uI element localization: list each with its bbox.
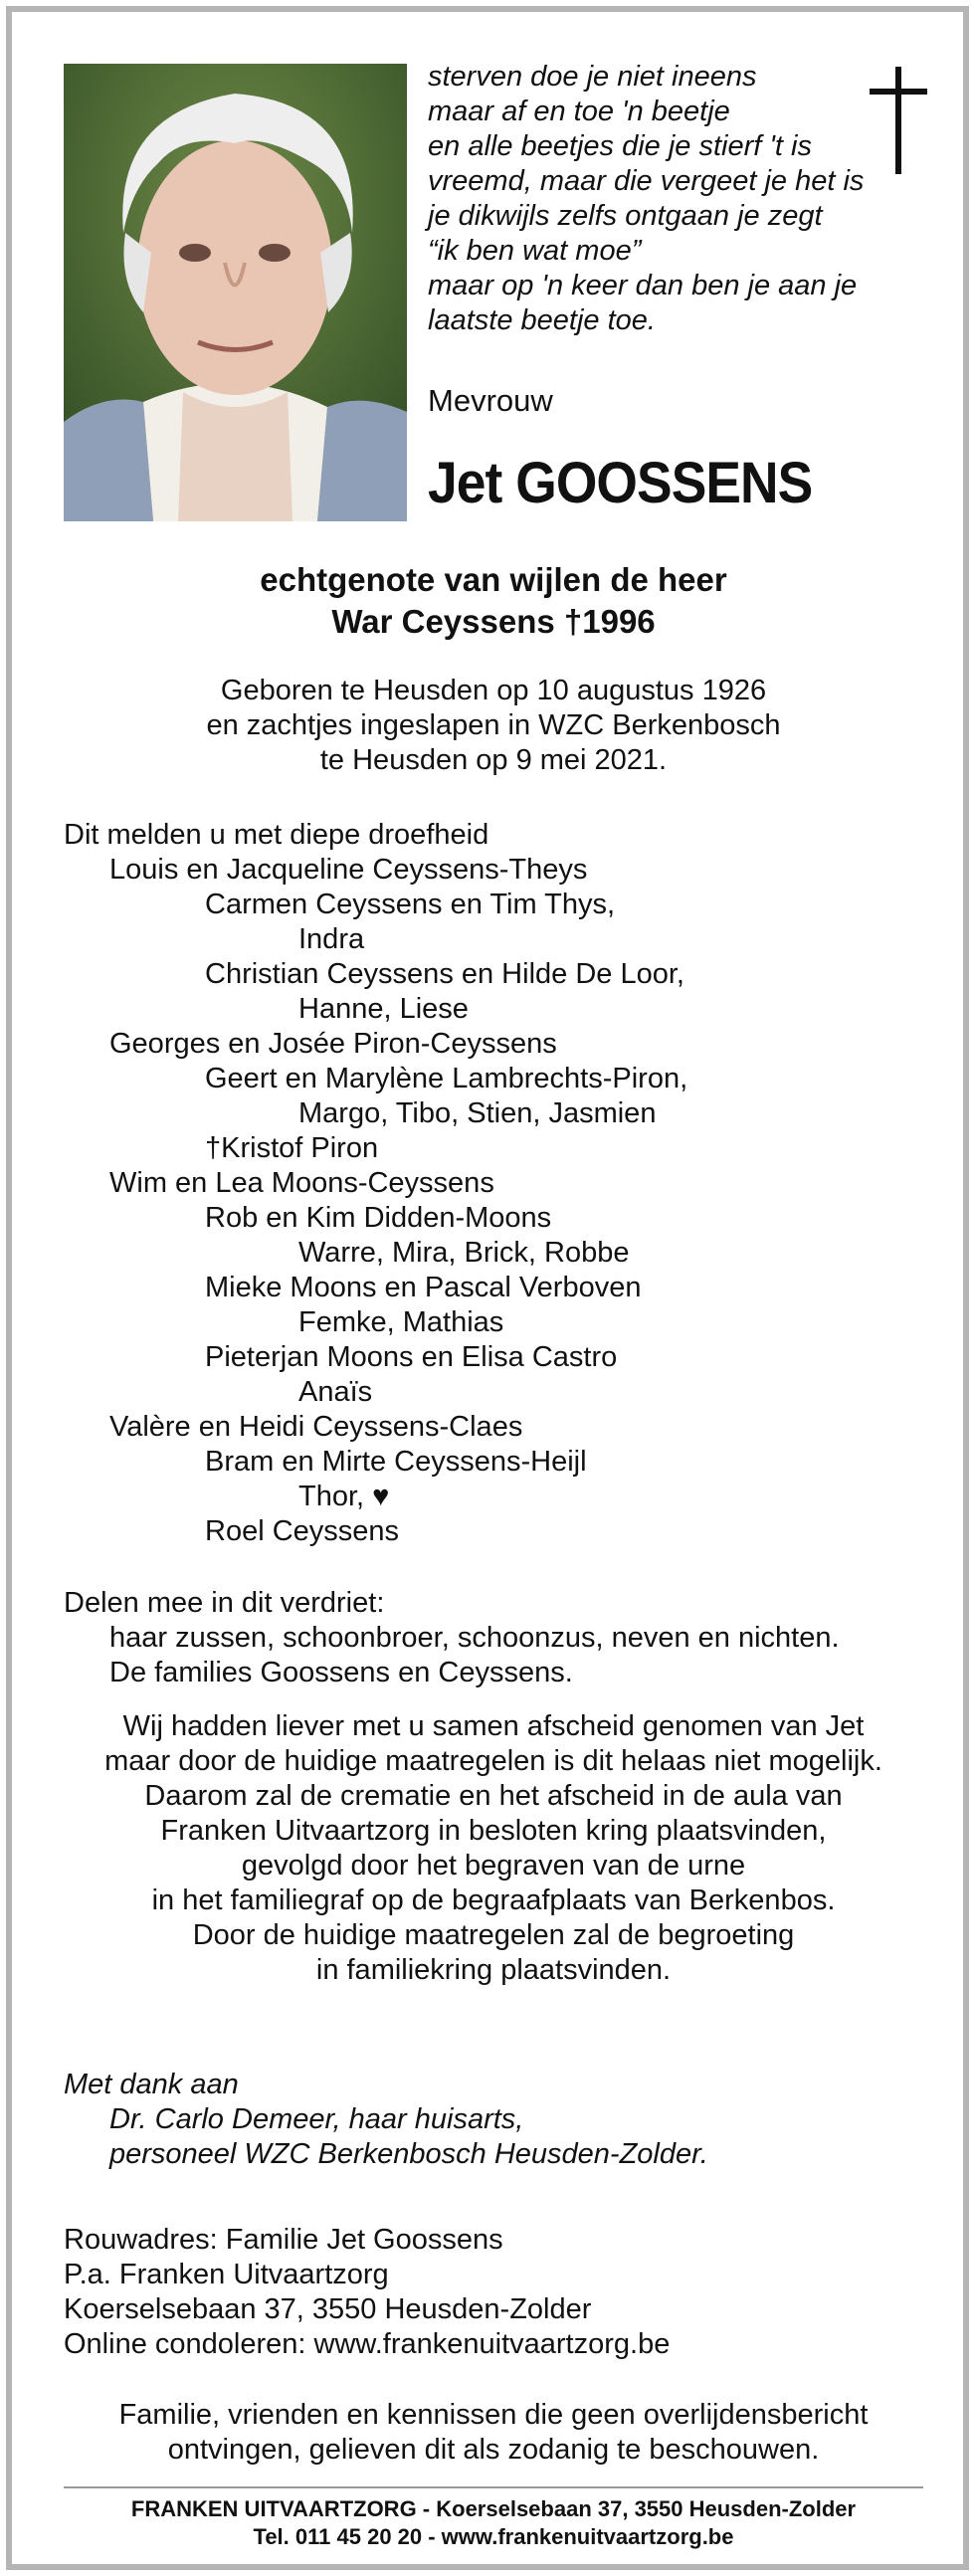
poem-line: vreemd, maar die vergeet je het is	[428, 165, 865, 197]
family-member: Georges en Josée Piron-Ceyssens	[109, 1028, 557, 1060]
poem-line: en alle beetjes die je stierf 't is	[428, 130, 812, 162]
family-member: Pieterjan Moons en Elisa Castro	[205, 1341, 618, 1373]
notice-line: maar door de huidige maatregelen is dit helaas niet mogelijk.	[104, 1745, 882, 1777]
share-grief	[64, 1586, 939, 1690]
family-intro: Dit melden u met diepe droefheid	[64, 819, 489, 851]
poem-line: laatste beetje toe.	[428, 304, 656, 336]
notice-line: in familiekring plaatsvinden.	[315, 1954, 672, 1986]
family-member: Hanne, Liese	[298, 993, 469, 1025]
deceased-name: Jet GOOSSENS	[428, 451, 813, 515]
obituary-card	[6, 6, 969, 2570]
family-member: Wim en Lea Moons-Ceyssens	[109, 1167, 494, 1199]
notice-line: gevolgd door het begraven van de urne	[241, 1850, 746, 1882]
notice-line: Wij hadden liever met u samen afscheid genomen van Jet	[122, 1710, 865, 1742]
poem	[428, 60, 876, 338]
portrait-photo	[64, 64, 407, 521]
notice-line: in het familiegraf op de begraafplaats van Berkenbos.	[151, 1884, 836, 1916]
notice-line: Daarom zal de crematie en het afscheid in de aula van	[144, 1780, 843, 1812]
spouse-line: War Ceyssens †1996	[331, 603, 656, 640]
family-member: Christian Ceyssens en Hilde De Loor,	[205, 958, 684, 990]
family-list	[64, 818, 939, 1549]
notice-line: Door de huidige maatregelen zal de begroeting	[192, 1919, 795, 1951]
share-line: De families Goossens en Ceyssens.	[109, 1657, 573, 1688]
born-line: en zachtjes ingeslapen in WZC Berkenbosch	[206, 709, 781, 741]
family-member: Margo, Tibo, Stien, Jasmien	[298, 1097, 657, 1129]
family-member: Femke, Mathias	[298, 1306, 504, 1338]
family-member: Thor, ♥	[298, 1481, 390, 1512]
family-member: Indra	[298, 923, 365, 955]
address-line: P.a. Franken Uitvaartzorg	[64, 2259, 389, 2290]
final-line: Familie, vrienden en kennissen die geen overlijdensbericht	[118, 2399, 869, 2431]
family-member: Carmen Ceyssens en Tim Thys,	[205, 889, 616, 920]
family-member: Rob en Kim Didden-Moons	[205, 1202, 552, 1234]
footer-line: FRANKEN UITVAARTZORG - Koerselsebaan 37, 3550 Heusden-Zolder	[130, 2496, 857, 2521]
address-line: Koerselsebaan 37, 3550 Heusden-Zolder	[64, 2293, 592, 2325]
divider	[64, 2486, 923, 2488]
cross-icon	[870, 67, 927, 174]
poem-line: “ik ben wat moe”	[428, 235, 642, 267]
final-line: ontvingen, gelieven dit als zodanig te beschouwen.	[167, 2434, 820, 2466]
footer-line: Tel. 011 45 20 20 - www.frankenuitvaartzorg.be	[253, 2524, 734, 2549]
thanks-section	[64, 2068, 939, 2172]
birth-death-text	[12, 674, 975, 778]
family-member: Bram en Mirte Ceyssens-Heijl	[205, 1446, 587, 1478]
family-member: †Kristof Piron	[205, 1132, 379, 1164]
thanks-line: personeel WZC Berkenbosch Heusden-Zolder.	[109, 2138, 708, 2170]
poem-line: je dikwijls zelfs ontgaan je zegt	[428, 200, 823, 232]
spouse-text	[12, 559, 975, 643]
farewell-notice	[12, 1709, 975, 1988]
salutation: Mevrouw	[428, 383, 553, 418]
family-member: Mieke Moons en Pascal Verboven	[205, 1272, 642, 1303]
family-member: Roel Ceyssens	[205, 1515, 400, 1547]
thanks-intro: Met dank aan	[64, 2069, 239, 2100]
share-intro: Delen mee in dit verdriet:	[64, 1587, 385, 1619]
family-member: Louis en Jacqueline Ceyssens-Theys	[109, 854, 588, 886]
family-member: Valère en Heidi Ceyssens-Claes	[109, 1411, 523, 1443]
spouse-line: echtgenote van wijlen de heer	[260, 561, 727, 598]
poem-line: sterven doe je niet ineens	[428, 61, 757, 93]
family-member: Geert en Marylène Lambrechts-Piron,	[205, 1063, 688, 1094]
poem-line: maar op 'n keer dan ben je aan je	[428, 270, 858, 301]
family-member: Anaïs	[298, 1376, 373, 1408]
notice-line: Franken Uitvaartzorg in besloten kring plaatsvinden,	[160, 1815, 827, 1847]
final-note	[12, 2398, 975, 2468]
footer	[12, 2495, 975, 2551]
thanks-line: Dr. Carlo Demeer, haar huisarts,	[109, 2103, 524, 2135]
family-member: Warre, Mira, Brick, Robbe	[298, 1237, 630, 1269]
born-line: Geboren te Heusden op 10 augustus 1926	[220, 675, 767, 706]
address-line: Online condoleren: www.frankenuitvaartzorg.be	[64, 2328, 671, 2360]
born-line: te Heusden op 9 mei 2021.	[319, 744, 668, 776]
address-line: Rouwadres: Familie Jet Goossens	[64, 2224, 503, 2256]
share-line: haar zussen, schoonbroer, schoonzus, neven en nichten.	[109, 1622, 840, 1654]
poem-line: maar af en toe 'n beetje	[428, 96, 730, 127]
mourning-address	[64, 2223, 939, 2362]
